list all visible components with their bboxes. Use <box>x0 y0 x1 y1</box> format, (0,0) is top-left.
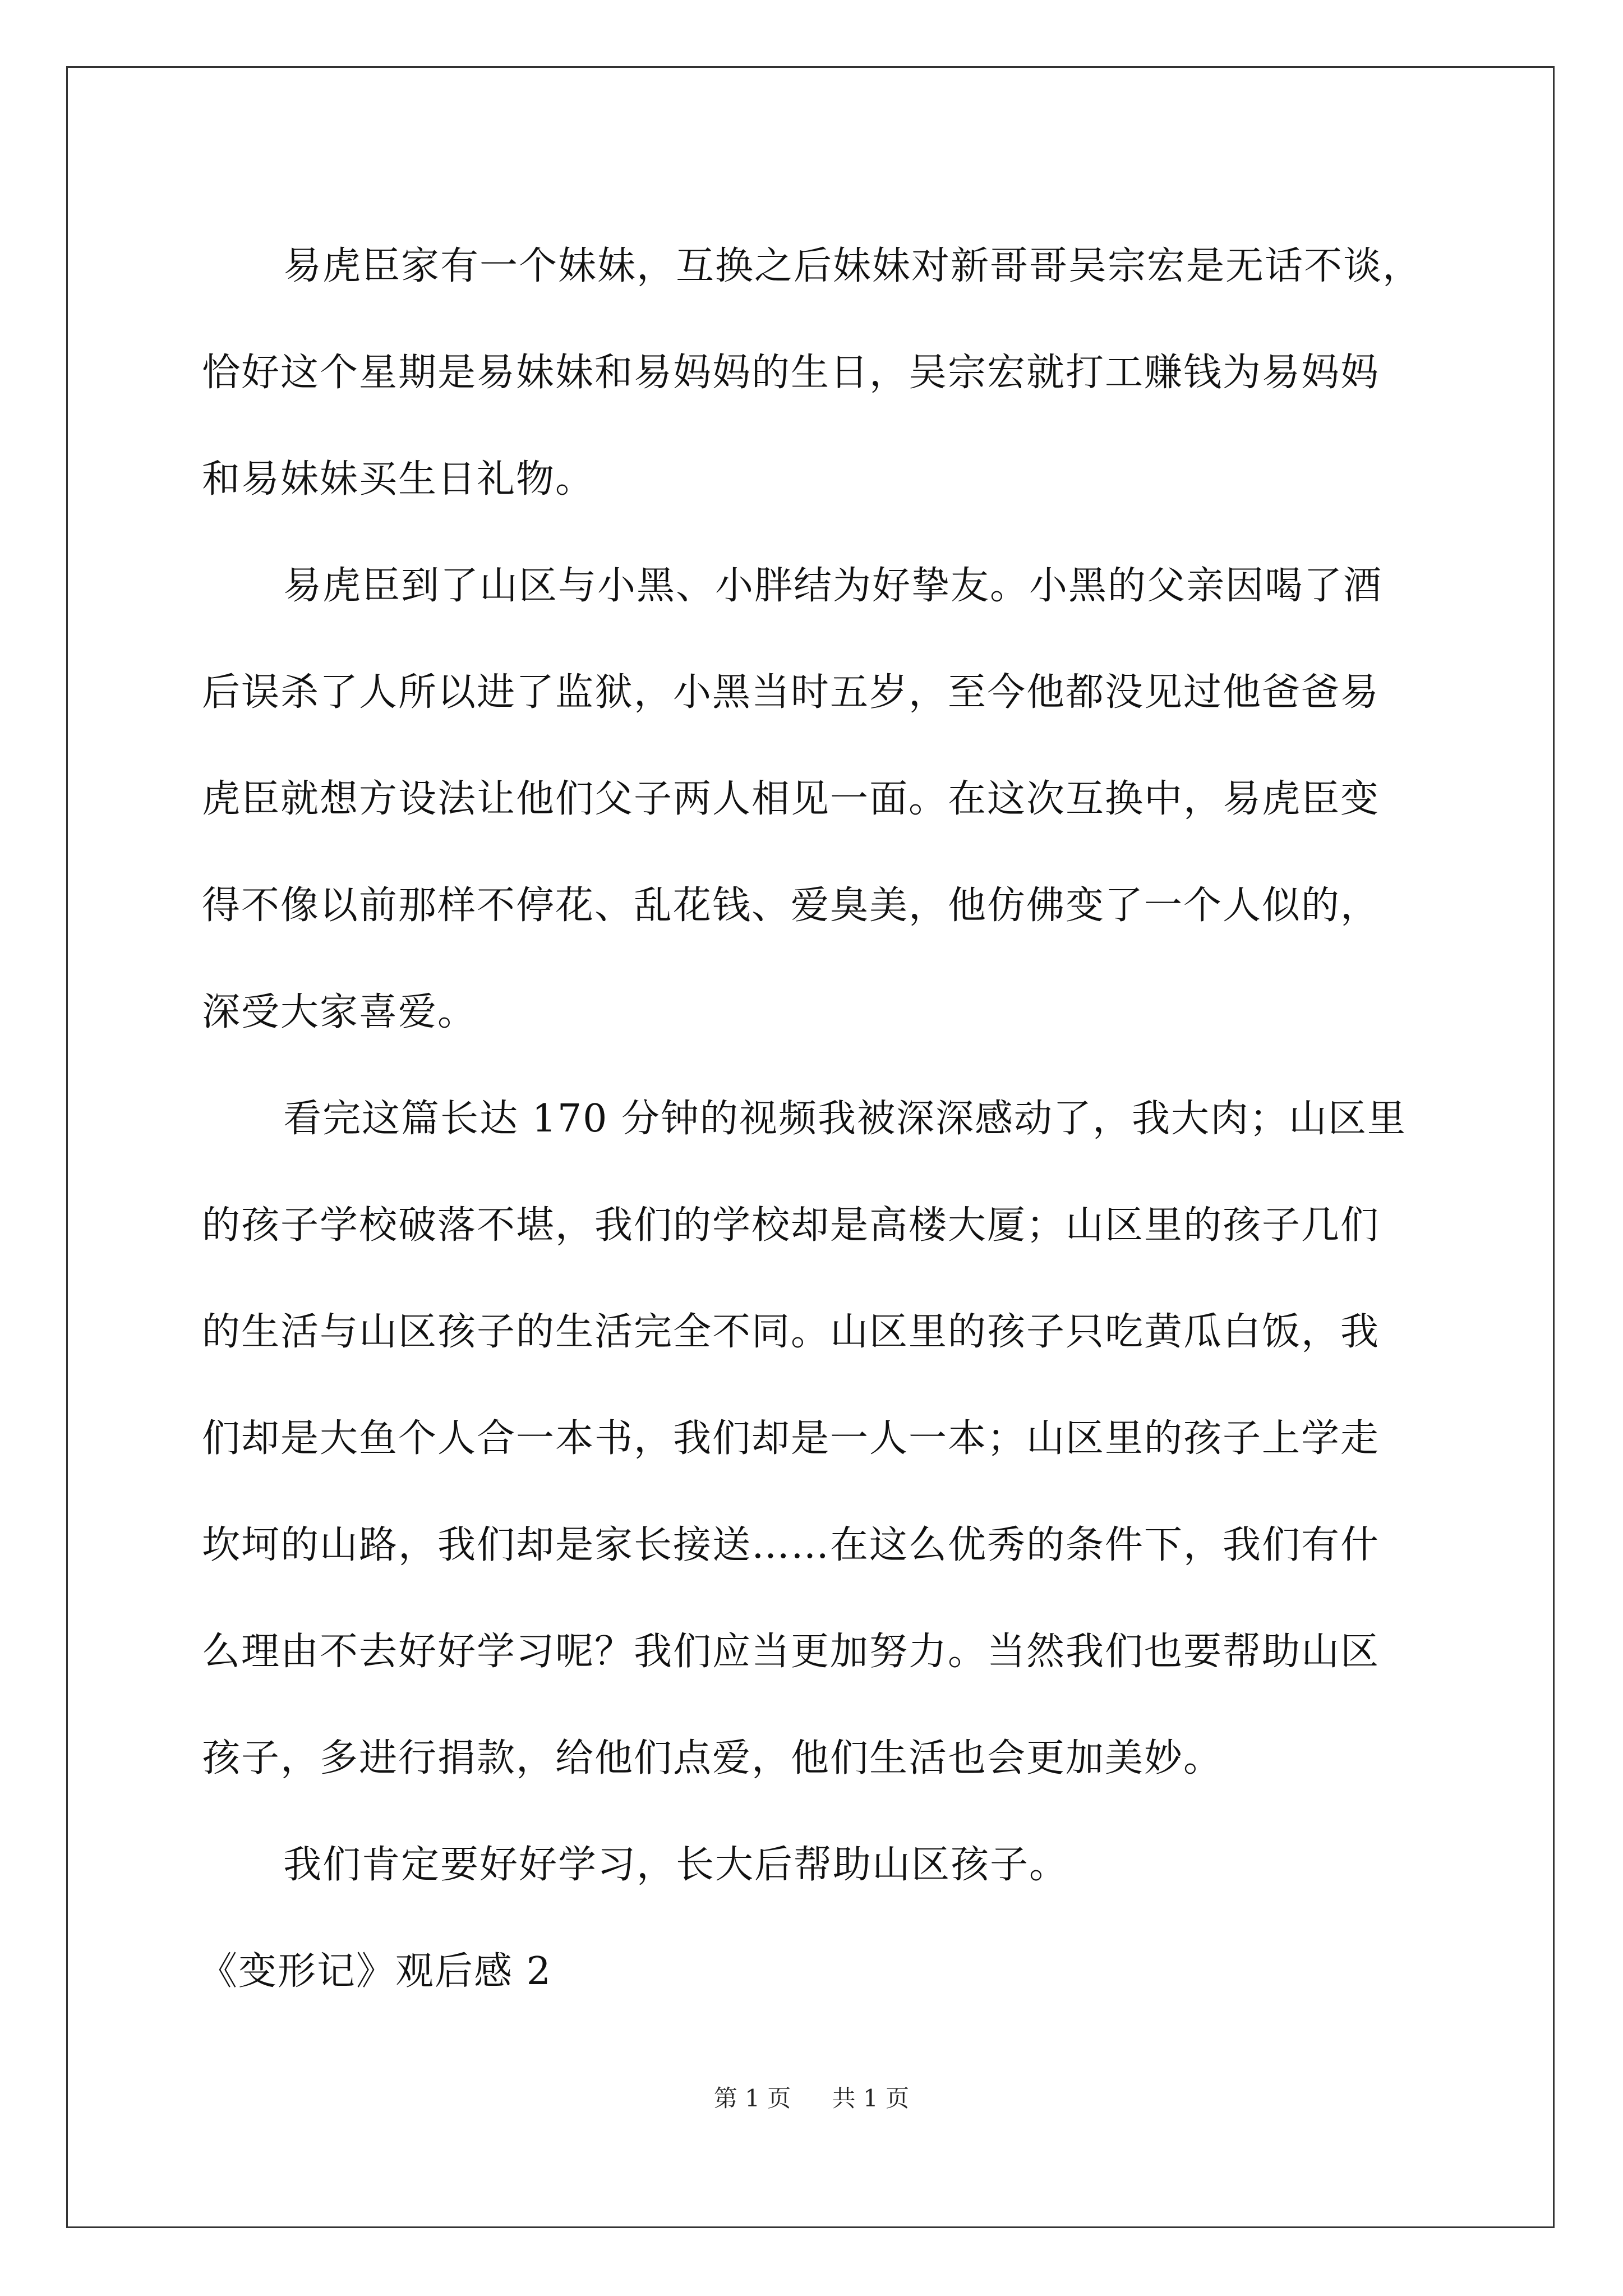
paragraph-3-line-5: 坎坷的山路，我们却是家长接送……在这么优秀的条件下，我们有什 <box>202 1523 1380 1567</box>
paragraph-1-line-3: 和易妹妹买生日礼物。 <box>202 457 595 501</box>
paragraph-4-line-1: 我们肯定要好好学习，长大后帮助山区孩子。 <box>283 1843 1069 1887</box>
page-number-total: 共 1 页 <box>832 2085 910 2112</box>
paragraph-3-line-2: 的孩子学校破落不堪，我们的学校却是高楼大厦；山区里的孩子几们 <box>202 1203 1380 1248</box>
paragraph-1-line-2: 恰好这个星期是易妹妹和易妈妈的生日，吴宗宏就打工赚钱为易妈妈 <box>202 351 1380 395</box>
page-footer <box>0 2080 1623 2114</box>
document-body <box>199 213 1436 2025</box>
paragraph-3-line-1: 看完这篇长达 170 分钟的视频我被深深感动了，我大肉；山区里 <box>283 1097 1407 1141</box>
paragraph-3-line-3: 的生活与山区孩子的生活完全不同。山区里的孩子只吃黄瓜白饭，我 <box>202 1310 1380 1354</box>
paragraph-2-line-3: 虎臣就想方设法让他们父子两人相见一面。在这次互换中，易虎臣变 <box>202 777 1380 821</box>
paragraph-3-line-7: 孩子，多进行捐款，给他们点爱，他们生活也会更加美妙。 <box>202 1736 1223 1780</box>
page-number-current: 第 1 页 <box>713 2085 791 2112</box>
paragraph-2-line-4: 得不像以前那样不停花、乱花钱、爱臭美，他仿佛变了一个人似的， <box>202 884 1380 928</box>
paragraph-2-line-2: 后误杀了人所以进了监狱，小黑当时五岁，至今他都没见过他爸爸易 <box>202 670 1380 715</box>
paragraph-2-line-5: 深受大家喜爱。 <box>202 990 477 1034</box>
section-heading: 《变形记》观后感 2 <box>199 1949 552 1994</box>
paragraph-2-line-1: 易虎臣到了山区与小黑、小胖结为好挚友。小黑的父亲因喝了酒 <box>283 564 1383 608</box>
paragraph-1-line-1: 易虎臣家有一个妹妹，互换之后妹妹对新哥哥吴宗宏是无话不谈， <box>283 244 1422 288</box>
paragraph-3-line-4: 们却是大鱼个人合一本书，我们却是一人一本；山区里的孩子上学走 <box>202 1416 1380 1461</box>
paragraph-3-line-6: 么理由不去好好学习呢？我们应当更加努力。当然我们也要帮助山区 <box>202 1630 1380 1674</box>
